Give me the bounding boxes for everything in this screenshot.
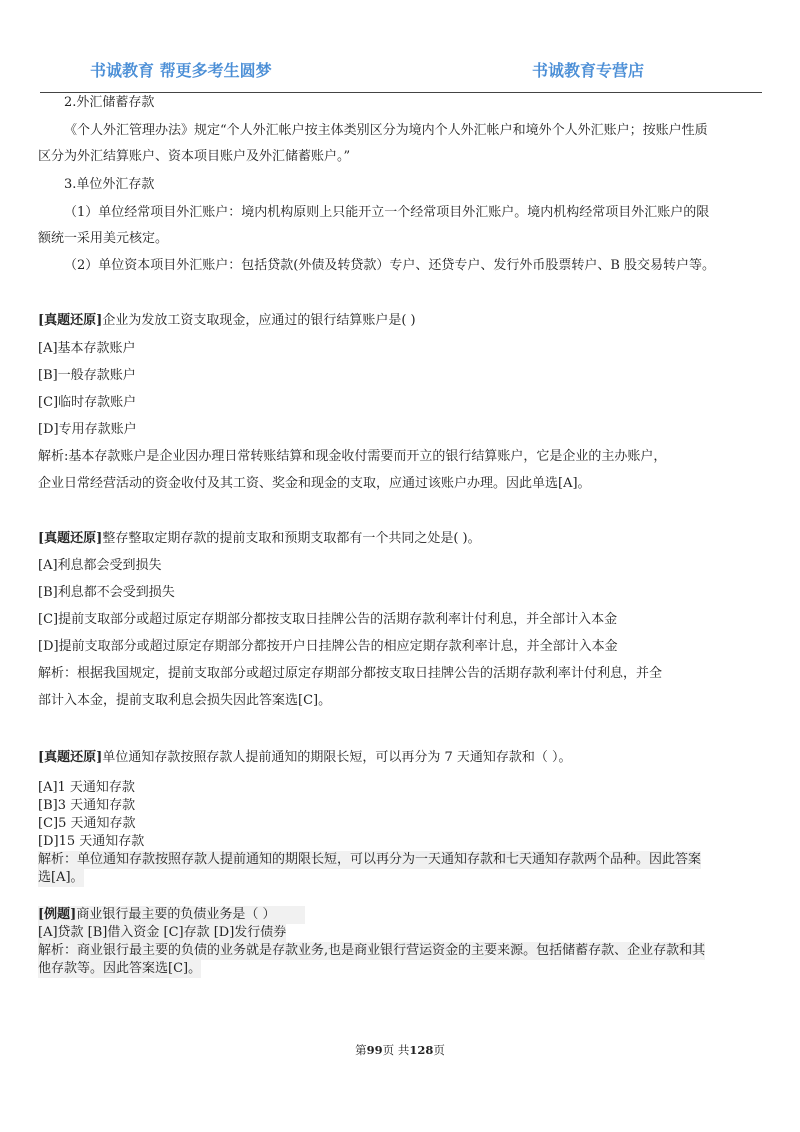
option: [B]利息都不会受到损失 [38, 585, 175, 600]
question-text: 单位通知存款按照存款人提前通知的期限长短，可以再分为 7 天通知存款和（ ）。 [102, 750, 572, 765]
analysis: 解析:基本存款账户是企业因办理日常转账结算和现金收付需要而开立的银行结算账户，它是企业的主办账户， [38, 449, 667, 464]
option: [B]一般存款账户 [38, 368, 136, 383]
page-number: 99 [366, 1043, 383, 1057]
option: [B]3 天通知存款 [38, 798, 136, 813]
option: [D]专用存款账户 [38, 422, 137, 437]
analysis: 解析：单位通知存款按照存款人提前通知的期限长短，可以再分为一天通知存款和七天通知存款两个品种。因此答案 [38, 852, 702, 867]
question-4 [38, 906, 305, 924]
option: [C]临时存款账户 [38, 395, 137, 410]
total-pages: 128 [409, 1043, 434, 1057]
question-tag: [真题还原] [38, 313, 103, 328]
paragraph: （1）单位经常项目外汇账户：境内机构原则上只能开立一个经常项目外汇账户。境内机构经常项目外汇账户的限 [64, 205, 710, 220]
analysis: 选[A]。 [38, 870, 84, 885]
question-text: 商业银行最主要的负债业务是（ ） [76, 907, 276, 922]
question-tag: [例题] [38, 907, 77, 922]
page-label-mid: 页 共 [382, 1043, 410, 1057]
header-brand-slogan: 书诚教育 帮更多考生圆梦 [90, 61, 272, 80]
section-title-savings: 2.外汇储蓄存款 [64, 95, 155, 110]
option: [C]5 天通知存款 [38, 816, 136, 831]
page-label-suffix: 页 [433, 1043, 445, 1057]
option: [A]利息都会受到损失 [38, 558, 162, 573]
page-footer [0, 1042, 800, 1058]
question-2 [38, 530, 481, 548]
page-label-prefix: 第 [355, 1043, 367, 1057]
header-store-name: 书诚教育专营店 [531, 61, 644, 80]
analysis: 部计入本金，提前支取利息会损失因此答案选[C]。 [38, 693, 332, 708]
question-tag: [真题还原] [38, 750, 103, 765]
analysis: 企业日常经营活动的资金收付及其工资、奖金和现金的支取，应通过该账户办理。因此单选[A]。 [38, 476, 591, 491]
analysis: 解析：根据我国规定，提前支取部分或超过原定存期部分都按支取日挂牌公告的活期存款利率计付利息，并全 [38, 666, 663, 681]
option: [D]提前支取部分或超过原定存期部分都按开户日挂牌公告的相应定期存款利率计息，并全部计入本金 [38, 639, 618, 654]
option: [A]1 天通知存款 [38, 780, 135, 795]
paragraph: 额统一采用美元核定。 [38, 231, 169, 246]
page-header [40, 0, 762, 93]
analysis: 他存款等。因此答案选[C]。 [38, 961, 202, 976]
section-title-unit-deposit: 3.单位外汇存款 [64, 177, 155, 192]
option: [C]提前支取部分或超过原定存期部分都按支取日挂牌公告的活期存款利率计付利息，并全部计入本金 [38, 612, 618, 627]
analysis: 解析：商业银行最主要的负债的业务就是存款业务,也是商业银行营运资金的主要来源。包括储蓄存款、企业存款和其 [38, 943, 706, 958]
question-3 [38, 749, 571, 767]
question-text: 企业为发放工资支取现金，应通过的银行结算账户是( ) [102, 313, 416, 328]
question-1 [38, 312, 416, 330]
option: [D]15 天通知存款 [38, 834, 145, 849]
question-text: 整存整取定期存款的提前支取和预期支取都有一个共同之处是( )。 [102, 531, 481, 546]
option: [A]基本存款账户 [38, 341, 136, 356]
paragraph: （2）单位资本项目外汇账户：包括贷款(外债及转贷款）专户、还贷专户、发行外币股票转户、B 股交易转户等。 [64, 258, 716, 273]
options-row: [A]贷款 [B]借入资金 [C]存款 [D]发行债券 [38, 925, 287, 940]
paragraph: 区分为外汇结算账户、资本项目账户及外汇储蓄账户。” [38, 149, 351, 164]
question-tag: [真题还原] [38, 531, 103, 546]
paragraph: 《个人外汇管理办法》规定“个人外汇帐户按主体类别区分为境内个人外汇帐户和境外个人外汇账户；按账户性质 [64, 123, 708, 138]
